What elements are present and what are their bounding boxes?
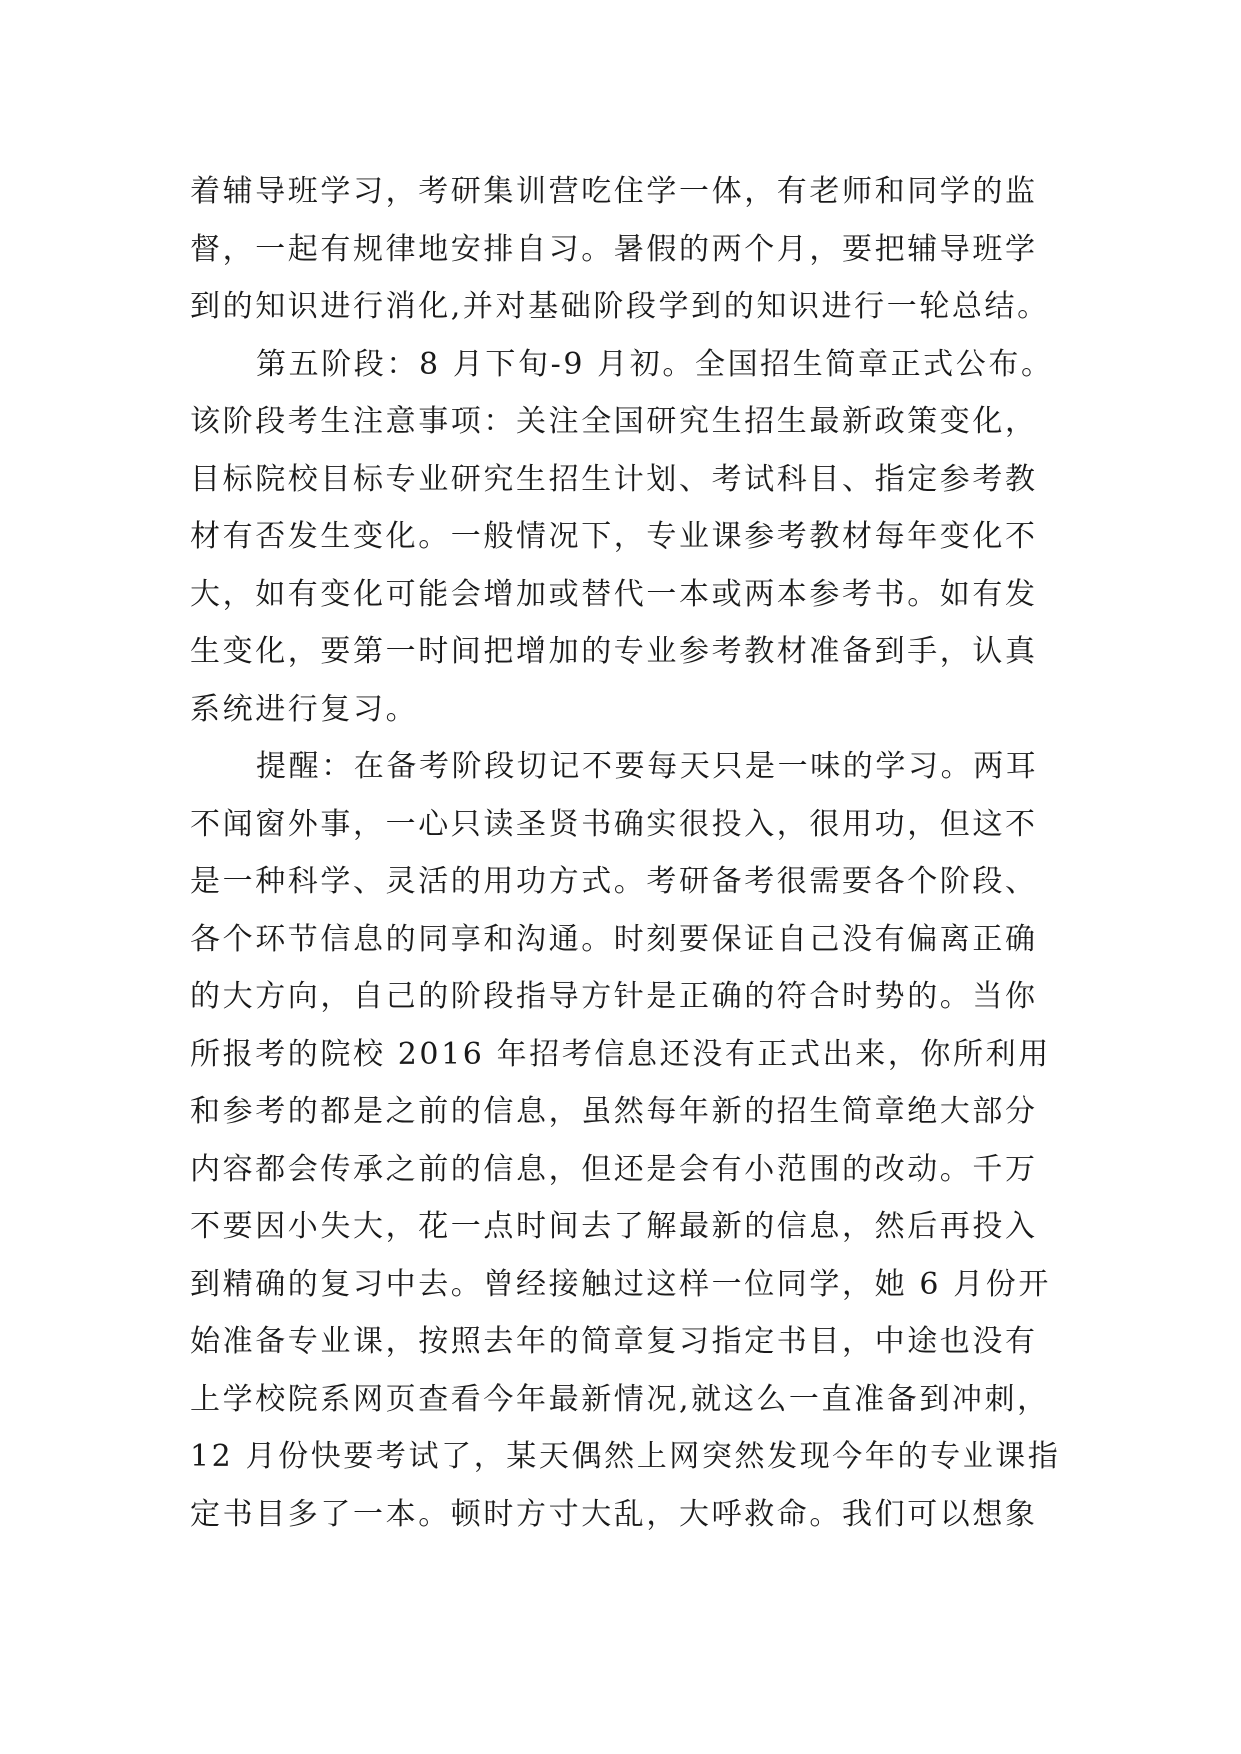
text-line: 定书目多了一本。顿时方寸大乱，大呼救命。我们可以想象: [190, 1496, 1038, 1532]
document-body: [190, 163, 1090, 1543]
text-line: 12 月份快要考试了，某天偶然上网突然发现今年的专业课指: [190, 1439, 1061, 1474]
text-line: 不闻窗外事，一心只读圣贤书确实很投入，很用功，但这不: [190, 806, 1038, 842]
text-line: 上学校院系网页查看今年最新情况,就这么一直准备到冲刺，: [190, 1381, 1050, 1417]
text-line: 内容都会传承之前的信息，但还是会有小范围的改动。千万: [190, 1151, 1038, 1187]
text-line: 目标院校目标专业研究生招生计划、考试科目、指定参考教: [190, 461, 1038, 497]
text-line: 材有否发生变化。一般情况下，专业课参考教材每年变化不: [190, 519, 1038, 554]
text-line: 督，一起有规律地安排自习。暑假的两个月，要把辅导班学: [190, 231, 1038, 267]
text-line: 所报考的院校 2016 年招考信息还没有正式出来，你所利用: [190, 1036, 1051, 1072]
text-line: 系统进行复习。: [190, 691, 419, 727]
text-line: 生变化，要第一时间把增加的专业参考教材准备到手，认真: [190, 634, 1038, 669]
text-line: 和参考的都是之前的信息，虽然每年新的招生简章绝大部分: [190, 1094, 1038, 1129]
text-line: 到的知识进行消化,并对基础阶段学到的知识进行一轮总结。: [190, 289, 1050, 324]
text-line: 着辅导班学习，考研集训营吃住学一体，有老师和同学的监: [190, 174, 1038, 209]
text-line: 该阶段考生注意事项：关注全国研究生招生最新政策变化，: [190, 404, 1038, 439]
text-line: 第五阶段：8 月下旬-9 月初。全国招生简章正式公布。: [256, 346, 1054, 382]
text-line: 各个环节信息的同享和沟通。时刻要保证自己没有偏离正确: [190, 921, 1038, 957]
text-line: 提醒：在备考阶段切记不要每天只是一味的学习。两耳: [256, 749, 1039, 784]
text-line: 不要因小失大，花一点时间去了解最新的信息，然后再投入: [190, 1209, 1038, 1244]
text-line: 大，如有变化可能会增加或替代一本或两本参考书。如有发: [190, 576, 1038, 612]
text-line: 始准备专业课，按照去年的简章复习指定书目，中途也没有: [190, 1324, 1038, 1359]
text-line: 的大方向，自己的阶段指导方针是正确的符合时势的。当你: [190, 979, 1038, 1014]
text-line: 到精确的复习中去。曾经接触过这样一位同学，她 6 月份开: [190, 1266, 1051, 1302]
text-line: 是一种科学、灵活的用功方式。考研备考很需要各个阶段、: [190, 864, 1038, 899]
